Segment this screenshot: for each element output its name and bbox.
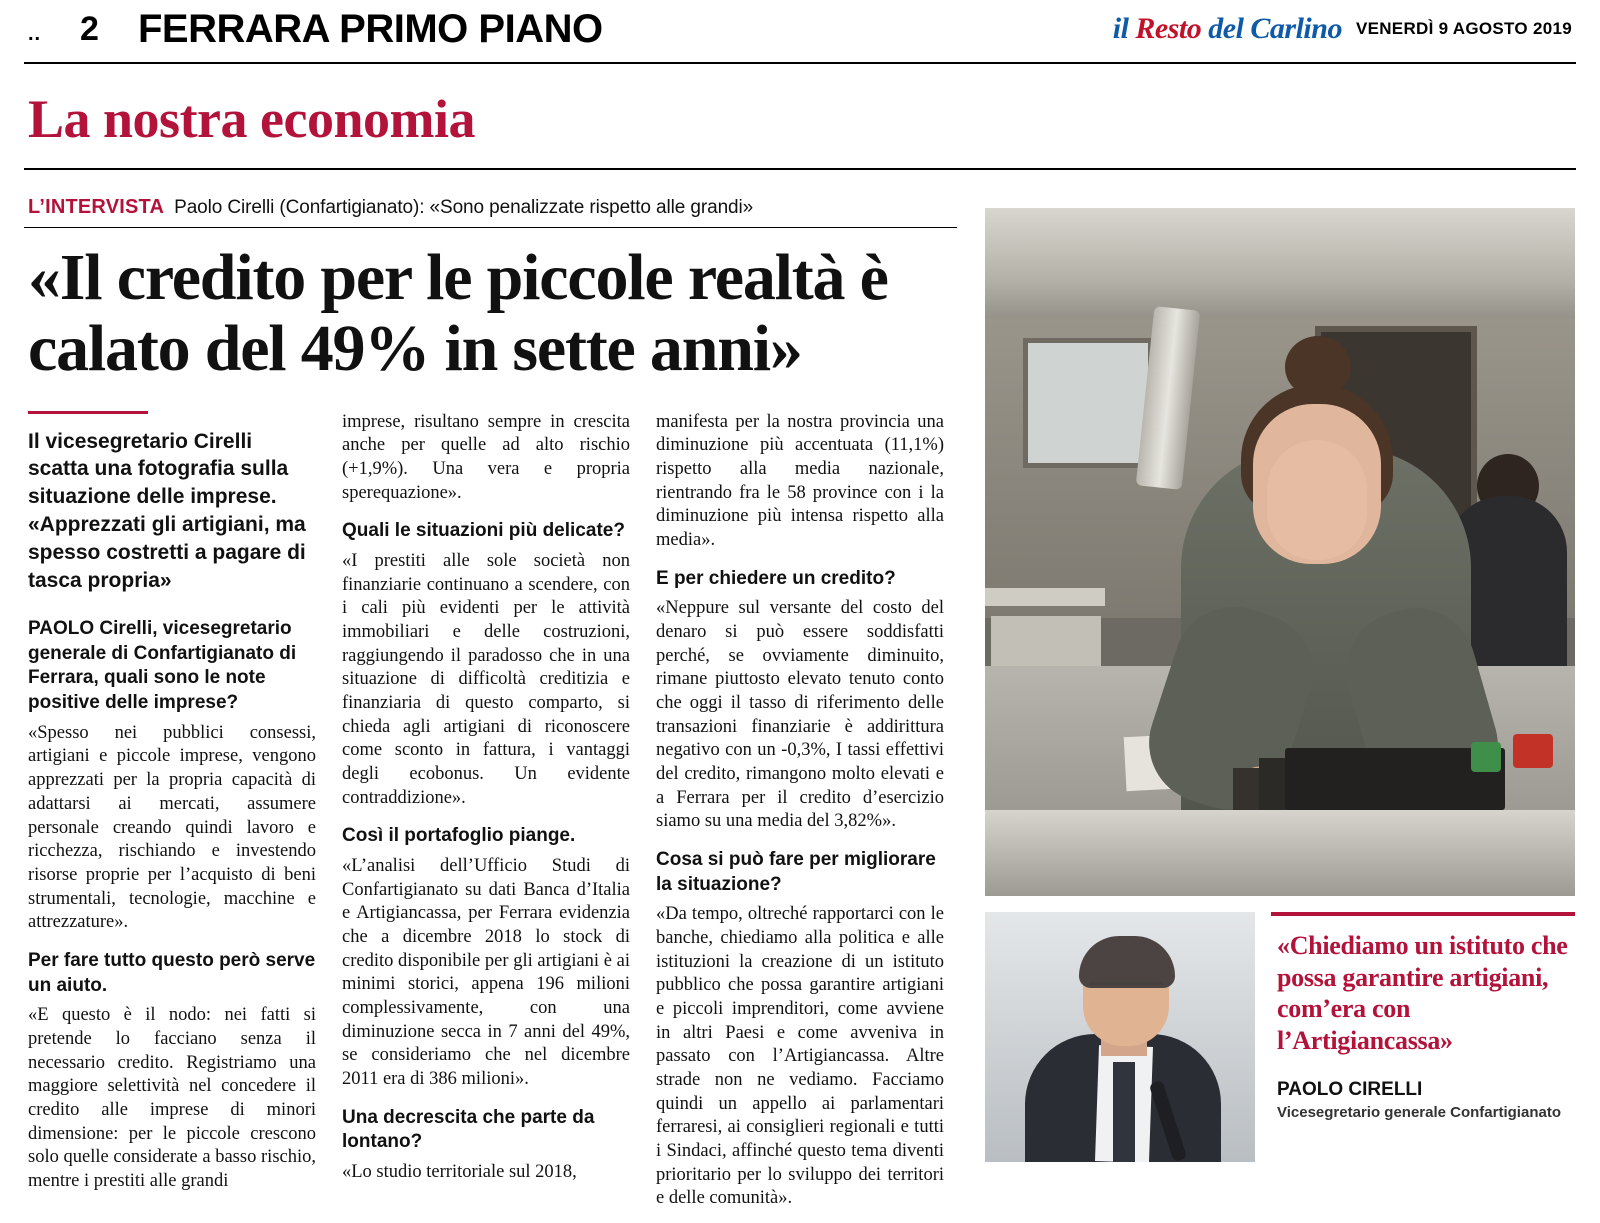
- rubric-title: La nostra economia: [24, 64, 1576, 170]
- pullquote-text: «Chiediamo un istituto che possa garantire artigiani, com’era con l’Artigiancassa»: [1277, 931, 1568, 1056]
- question: Cosa si può fare per migliorare la situazione?: [656, 848, 936, 895]
- masthead-dots: ..: [28, 22, 42, 45]
- question: Una decrescita che parte da lontano?: [342, 1106, 595, 1153]
- answer: «Da tempo, oltreché rapportarci con le banche, chiediamo alla politica e alle istituzioni la creazione di un istituto pubblico che possa garantire artigiani e piccoli imprenditori, come avviene in altri Paesi e come avveniva in passato con l’Artigiancassa. Altre strade non ne vediamo. Facciamo quindi un appello ai parlamentari ferraresi, ai consiglieri regionali e tutti i Sindaci, affinché questo tema diventi prioritario per lo sviluppo dei territori e delle comunità».: [656, 904, 944, 1209]
- article-summary: Il vicesegretario Cirelli scatta una fotografia sulla situazione delle imprese. «Apprezzati gli artigiani, ma spesso costretti a pagare di tasca propria»: [28, 429, 306, 593]
- pullquote-role: Vicesegretario generale Confartigianato: [1277, 1103, 1561, 1121]
- page-number: 2: [80, 9, 99, 48]
- question: Per fare tutto questo però serve un aiuto.: [28, 949, 316, 996]
- workshop-photo: [985, 208, 1575, 896]
- issue-date: VENERDÌ 9 AGOSTO 2019: [1355, 19, 1572, 38]
- logo-carlino: Carlino: [1250, 12, 1342, 45]
- logo-del: del: [1208, 12, 1244, 45]
- pullquote-box: [1271, 912, 1575, 1166]
- column-3: [656, 411, 944, 1223]
- article-headline: «Il credito per le piccole realtà è calato del 49% in sette anni»: [28, 241, 888, 386]
- column-rule: [28, 411, 148, 414]
- column-2: [342, 411, 630, 1223]
- newspaper-logo: [1113, 12, 1342, 46]
- answer: «E questo è il nodo: nei fatti si pretende lo facciano senza il necessario credito. Registriamo una maggiore selettività nel concedere il credito alle imprese di minori dimensione: per le piccole crescono solo quelle considerate a basso rischio, mentre i prestiti alle grandi: [28, 1005, 316, 1191]
- answer: «Spesso nei pubblici consessi, artigiani e piccole imprese, vengono apprezzati per la propria capacità di adattarsi ai mercati, assumere personale creando quindi lavoro e ricchezza, rischiando e investendo risorse proprie per l’acquisto di beni strumentali, tecnologie, macchine e attrezzature».: [28, 722, 316, 933]
- column-1: [28, 411, 316, 1223]
- logo-resto: Resto: [1135, 12, 1202, 45]
- question: Così il portafoglio piange.: [342, 825, 576, 847]
- interview-strap: [24, 170, 957, 228]
- section-title: FERRARA PRIMO PIANO: [138, 6, 603, 51]
- question: Quali le situazioni più delicate?: [342, 520, 625, 542]
- question: E per chiedere un credito?: [656, 567, 896, 589]
- strap-label: L’INTERVISTA: [28, 196, 165, 218]
- answer: «Lo studio territoriale sul 2018,: [342, 1162, 577, 1183]
- answer: «L’analisi dell’Ufficio Studi di Confartigianato su dati Banca d’Italia e Artigiancassa, per Ferrara evidenzia che a dicembre 2018 lo stock di credito disponibile per gli artigiani è ai minimi storici, appena 196 milioni complessivamente, con una diminuzione secca in 7 anni del 49%, se consideriamo che nel dicembre 2011 era di 386 milioni».: [342, 855, 630, 1090]
- rail-lower: [985, 912, 1575, 1166]
- answer: «I prestiti alle sole società non finanziarie continuano a scendere, con i cali più evidenti per le attività immobiliari e delle costruzioni, raggiungendo il paradosso che in una situazione di difficoltà creditizia e finanziaria di questo comparto, si chieda agli artigiani di riconoscere come sconto in fattura, i vantaggi degli ecobonus. Un evidente contraddizione».: [342, 550, 630, 808]
- question: PAOLO Cirelli, vicesegretario generale di Confartigianato di Ferrara, quali sono le note positive delle imprese?: [28, 618, 297, 714]
- right-rail: [985, 208, 1575, 1166]
- strap-text: Paolo Cirelli (Confartigianato): «Sono penalizzate rispetto alle grandi»: [174, 197, 754, 218]
- answer: «Neppure sul versante del costo del denaro si può essere soddisfatti perché, se ovviamente diminuito, rimane piuttosto elevato tenuto conto che oggi il tasso di riferimento delle transazioni finanziarie è addirittura negativo con un -0,3%, I tassi effettivi del credito, rimangono molto elevati e a Ferrara per il credito d’esercizio siamo su una media del 3,82%».: [656, 598, 944, 832]
- answer: manifesta per la nostra provincia una diminuzione più accentuata (11,1%) rispetto alla media nazionale, rientrando fra le 58 province con i la diminuzione più intensa rispetto alla media».: [656, 411, 944, 550]
- answer: imprese, risultano sempre in crescita anche per quelle ad alto rischio (+1,9%). Una vera e propria sperequazione».: [342, 411, 630, 503]
- pullquote-name: PAOLO CIRELLI: [1277, 1078, 1423, 1100]
- masthead: [24, 0, 1576, 64]
- article-body: [24, 385, 972, 1223]
- masthead-right: [1113, 12, 1572, 46]
- portrait-photo: [985, 912, 1255, 1162]
- logo-il: il: [1112, 12, 1129, 45]
